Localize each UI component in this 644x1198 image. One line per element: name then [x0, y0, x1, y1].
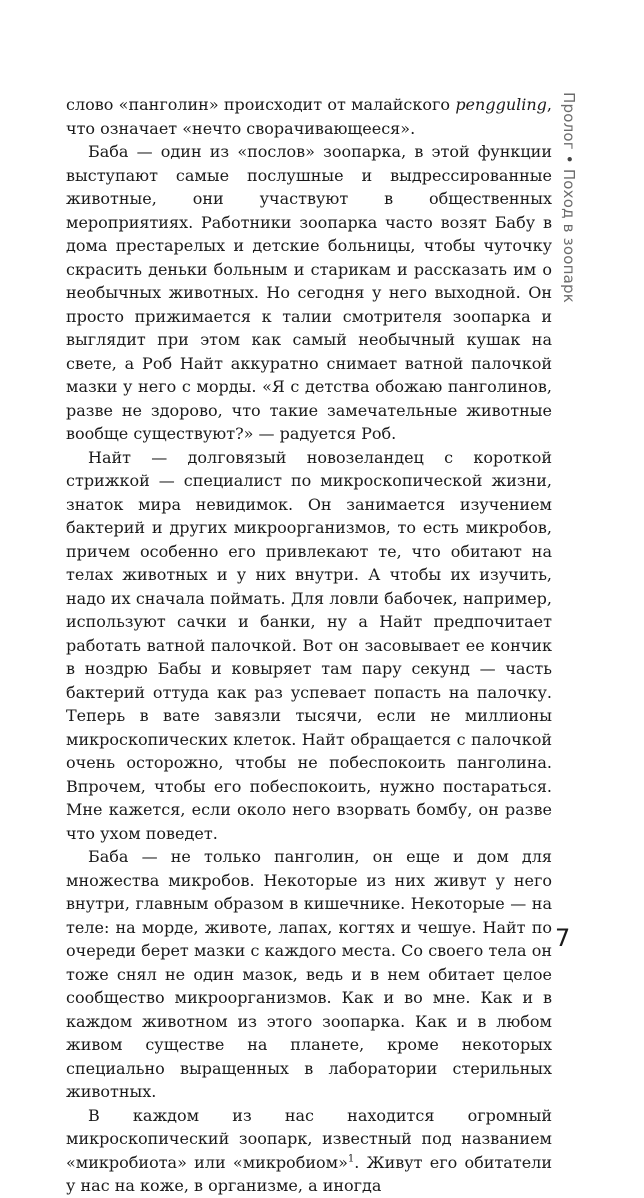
running-head — [560, 92, 578, 303]
running-head-chapter: Поход в зоопарк — [560, 168, 578, 303]
paragraph-4: Баба — не только панголин, он еще и дом для множества микробов. Некоторые из них живут у него внутри, главным образом в кишечнике. Некоторые — на теле: на морде, животе, лапах, когтях и чешуе. Найт по очереди берет мазки с каждого места. Со своего тела он тоже снял не один мазок, ведь и в нем обитает целое сообщество микроорганизмов. Как и во мне. Как и в каждом животном из этого зоопарка. Как и в любом живом существе на планете, кроме некоторых специально выращенных в лаборатории стерильных животных. — [66, 847, 552, 1101]
p1-text-start: слово «панголин» происходит от малайского — [66, 95, 456, 114]
p5-text-end: . Живут его обитатели у нас на коже, в организме, а иногда — [66, 1152, 552, 1195]
footnote-marker: 1 — [347, 1153, 355, 1165]
page-number: 7 — [555, 924, 571, 952]
paragraph-1 — [66, 93, 552, 140]
running-head-part: Пролог — [560, 92, 578, 150]
paragraph-2: Баба — один из «послов» зоопарка, в этой функции выступают самые послушные и выдрессированные животные, они участвуют в общественных мероприятиях. Работники зоопарка часто возят Бабу в дома престарелых и детские больницы, чтобы чуточку скрасить деньки больным и старикам и рассказать им о необычных животных. Но сегодня у него выходной. Он просто прижимается к талии смотрителя зоопарка и выглядит при этом как самый необычный кушак на свете, а Роб Найт аккуратно снимает ватной палочкой мазки у него с морды. «Я с детства обожаю панголинов, разве не здорово, что такие замечательные животные вообще существуют?» — радуется Роб. — [66, 142, 552, 443]
paragraph-3: Найт — долговязый новозеландец с короткой стрижкой — специалист по микроскопической жизни, знаток мира невидимок. Он занимается изучением бактерий и других микроорганизмов, то есть микробов, причем особенно его привлекают те, что обитают на телах животных и у них внутри. А чтобы их изучить, надо их сначала поймать. Для ловли бабочек, например, используют сачки и банки, ну а Найт предпочитает работать ватной палочкой. Вот он засовывает ее кончик в ноздрю Бабы и ковыряет там пару секунд — часть бактерий оттуда как раз успевает попасть на палочку. Теперь в вате завязли тысячи, если не миллионы микроскопических клеток. Найт обращается с палочкой очень осторожно, чтобы не побеспокоить панголина. Впрочем, чтобы его побеспокоить, нужно постараться. Мне кажется, если около него взорвать бомбу, он разве что ухом поведет. — [66, 447, 552, 843]
p1-text-end: , что означает «нечто сворачивающееся». — [66, 95, 552, 138]
running-head-separator: • — [560, 154, 578, 164]
foreign-word: pengguling — [455, 95, 547, 114]
body-text — [66, 93, 552, 1198]
paragraph-5 — [66, 1104, 552, 1198]
p5-text-start: В каждом из нас находится огромный микроскопический зоопарк, известный под названием «микробиота» или «микробиом» — [66, 1105, 552, 1172]
